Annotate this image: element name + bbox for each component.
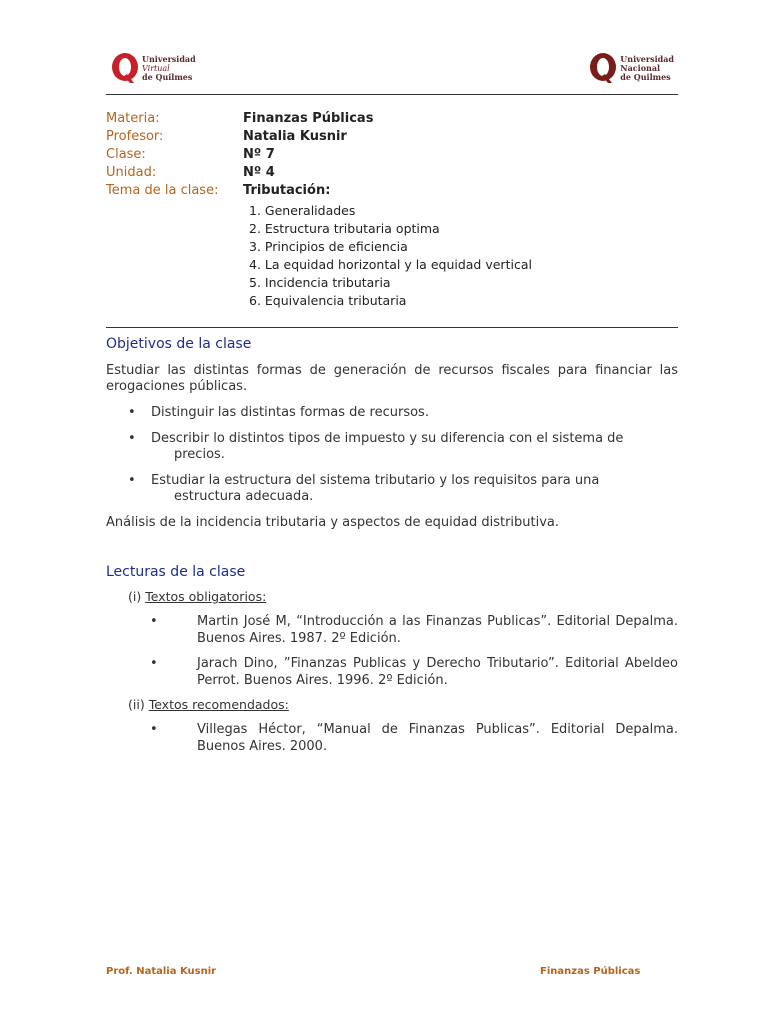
lecturas-heading: Lecturas de la clase (106, 564, 246, 580)
objetivo-text-continued: precios. (174, 447, 225, 462)
obligatorios-title: Textos obligatorios: (145, 589, 267, 604)
reference-text: Martin José M, “Introducción a las Finanzas Publicas”. Editorial Depalma. Buenos Aires. 1987. 2º Edición. (197, 614, 678, 646)
bullet-icon: • (128, 405, 136, 420)
bullet-icon: • (150, 722, 158, 737)
uvq-logo (110, 48, 196, 88)
topic-item: 6. Equivalencia tributaria (249, 293, 407, 308)
objetivos-heading: Objetivos de la clase (106, 336, 252, 352)
reference-item (150, 721, 678, 755)
objetivos-closing: Análisis de la incidencia tributaria y aspectos de equidad distributiva. (106, 515, 560, 530)
uvq-emblem-icon (110, 52, 140, 84)
recomendados-label (128, 697, 289, 712)
objetivo-item (106, 405, 678, 421)
objetivo-text: Describir lo distintos tipos de impuesto y su diferencia con el sistema de (151, 431, 624, 446)
objetivos-list (106, 405, 678, 515)
info-row-profesor (106, 128, 678, 146)
materia-label: Materia: (106, 111, 160, 126)
obligatorios-marker: (i) (128, 589, 142, 604)
objetivo-item (106, 431, 678, 463)
tema-value: Tributación: (243, 183, 331, 198)
logo-line: de Quilmes (620, 71, 671, 82)
topic-list (249, 202, 532, 310)
unq-logo-text (620, 55, 674, 82)
objetivo-text: Distinguir las distintas formas de recursos. (151, 405, 429, 420)
topic-item: 1. Generalidades (249, 203, 356, 218)
logo-line: Nacional (620, 62, 661, 73)
page-header (106, 48, 678, 95)
obligatorios-list (150, 613, 678, 697)
bullet-icon: • (128, 431, 136, 446)
unq-emblem-icon (588, 52, 618, 84)
info-row-materia (106, 110, 678, 128)
reference-text: Jarach Dino, ”Finanzas Publicas y Derecho Tributario”. Editorial Abeldeo Perrot. Buenos Aires. 1996. 2º Edición. (197, 656, 678, 688)
recomendados-title: Textos recomendados: (148, 697, 289, 712)
bullet-icon: • (128, 473, 136, 488)
tema-label: Tema de la clase: (106, 183, 219, 198)
footer-subject: Finanzas Públicas (540, 966, 641, 977)
info-row-tema (106, 182, 678, 200)
profesor-label: Profesor: (106, 129, 164, 144)
profesor-value: Natalia Kusnir (243, 129, 347, 144)
info-row-unidad (106, 164, 678, 182)
footer-author: Prof. Natalia Kusnir (106, 966, 217, 977)
reference-item (150, 613, 678, 647)
uvq-logo-text (142, 55, 196, 82)
reference-item (150, 655, 678, 689)
bullet-icon: • (150, 614, 158, 629)
materia-value: Finanzas Públicas (243, 111, 374, 126)
topic-item: 2. Estructura tributaria optima (249, 221, 440, 236)
obligatorios-label (128, 589, 266, 604)
objetivo-item (106, 473, 678, 505)
clase-label: Clase: (106, 147, 146, 162)
objetivo-text-continued: estructura adecuada. (174, 489, 314, 504)
logo-line: Virtual (142, 63, 170, 73)
bullet-icon: • (150, 656, 158, 671)
recomendados-marker: (ii) (128, 697, 145, 712)
objetivos-intro: Estudiar las distintas formas de generación de recursos fiscales para financiar las erogaciones públicas. (106, 363, 678, 394)
unidad-label: Unidad: (106, 165, 157, 180)
logo-line: de Quilmes (142, 71, 193, 82)
logo-line: Universidad (142, 53, 196, 64)
logo-line: Universidad (620, 53, 674, 64)
unidad-value: Nº 4 (243, 165, 275, 180)
topic-item: 5. Incidencia tributaria (249, 275, 391, 290)
info-row-clase (106, 146, 678, 164)
topic-item: 4. La equidad horizontal y la equidad vertical (249, 257, 532, 272)
clase-value: Nº 7 (243, 147, 275, 162)
topic-item: 3. Principios de eficiencia (249, 239, 408, 254)
recomendados-list (150, 721, 678, 763)
objetivo-text: Estudiar la estructura del sistema tributario y los requisitos para una (151, 473, 600, 488)
section-divider (106, 327, 678, 328)
unq-logo (588, 48, 674, 88)
course-info (106, 110, 678, 308)
reference-text: Villegas Héctor, “Manual de Finanzas Publicas”. Editorial Depalma. Buenos Aires. 2000. (197, 722, 678, 754)
